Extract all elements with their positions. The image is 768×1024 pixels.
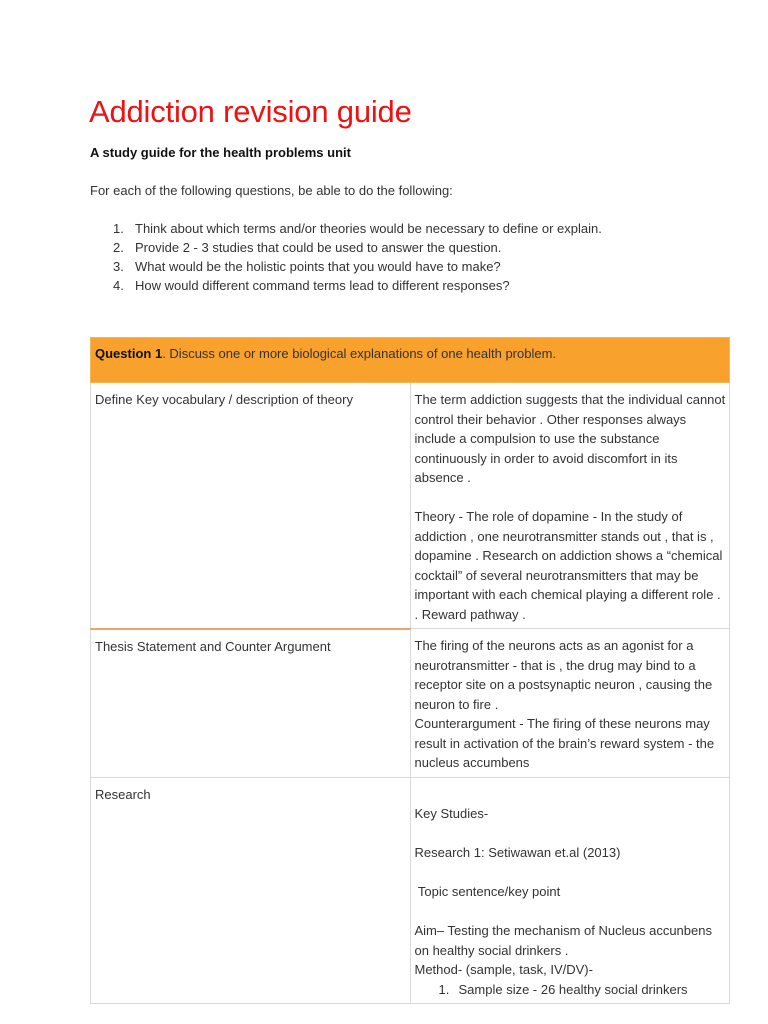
list-item bbox=[90, 221, 602, 240]
spacer bbox=[415, 863, 727, 883]
table-row bbox=[91, 383, 730, 629]
table-row bbox=[91, 777, 730, 1004]
sub-item-text: Sample size - 26 healthy social drinkers bbox=[458, 981, 688, 997]
list-text: Think about which terms and/or theories would be necessary to define or explain. bbox=[135, 221, 602, 236]
spacer bbox=[415, 824, 727, 844]
question-table bbox=[90, 337, 730, 1004]
method-text: Method- (sample, task, IV/DV)- bbox=[414, 962, 593, 977]
question-label: Question 1 bbox=[95, 346, 163, 361]
spacer bbox=[415, 488, 727, 508]
row-content bbox=[410, 777, 730, 1004]
list-text: How would different command terms lead to different responses? bbox=[135, 278, 510, 293]
instruction-list bbox=[90, 221, 602, 297]
row-label: Thesis Statement and Counter Argument bbox=[91, 629, 411, 778]
sub-item-number: 1. bbox=[438, 981, 450, 997]
list-text: Provide 2 - 3 studies that could be used to answer the question. bbox=[135, 240, 502, 255]
spacer bbox=[415, 785, 727, 805]
aim-text: Aim– Testing the mechanism of Nucleus accunbens on healthy social drinkers . bbox=[414, 923, 712, 958]
page-title: Addiction revision guide bbox=[89, 94, 412, 129]
list-item bbox=[90, 240, 602, 259]
research-title: Research 1: Setiwawan et.al (2013) bbox=[414, 845, 621, 860]
row-content bbox=[410, 629, 730, 778]
table-row bbox=[91, 629, 730, 778]
question-header-row bbox=[91, 338, 730, 383]
question-text: . Discuss one or more biological explanations of one health problem. bbox=[162, 346, 557, 361]
definition-paragraph: The term addiction suggests that the individual cannot control their behavior . Other responses always include a compulsion to use the substance continuously in order to avoid discomfort in its absence . bbox=[414, 392, 726, 485]
list-item bbox=[90, 278, 602, 297]
counterargument-paragraph: Counterargument - The firing of these neurons may result in activation of the brain’s reward system - the nucleus accumbens bbox=[414, 716, 715, 770]
method-sub-item bbox=[415, 980, 727, 1000]
list-number: 4. bbox=[113, 278, 124, 293]
row-label: Define Key vocabulary / description of theory bbox=[91, 383, 411, 629]
row-content bbox=[410, 383, 730, 629]
question-header-cell bbox=[91, 338, 730, 383]
key-studies-heading: Key Studies- bbox=[414, 806, 489, 821]
list-item bbox=[90, 259, 602, 278]
list-text: What would be the holistic points that you would have to make? bbox=[135, 259, 501, 274]
spacer bbox=[415, 902, 727, 922]
list-number: 1. bbox=[113, 221, 124, 236]
list-number: 2. bbox=[113, 240, 124, 255]
intro-text: For each of the following questions, be able to do the following: bbox=[90, 183, 453, 198]
topic-sentence: Topic sentence/key point bbox=[414, 884, 561, 899]
page-subtitle: A study guide for the health problems unit bbox=[90, 145, 351, 160]
thesis-paragraph: The firing of the neurons acts as an agonist for a neurotransmitter - that is , the drug may bind to a receptor site on a postsynaptic neuron , causing the neuron to fire . bbox=[414, 638, 713, 712]
list-number: 3. bbox=[113, 259, 124, 274]
row-label: Research bbox=[91, 777, 411, 1004]
theory-paragraph: Theory - The role of dopamine - In the study of addiction , one neurotransmitter stands out , that is , dopamine . Research on addiction shows a “chemical cocktail” of several neurotransmitters that may be important with each chemical playing a different role . . Reward pathway . bbox=[414, 509, 723, 622]
